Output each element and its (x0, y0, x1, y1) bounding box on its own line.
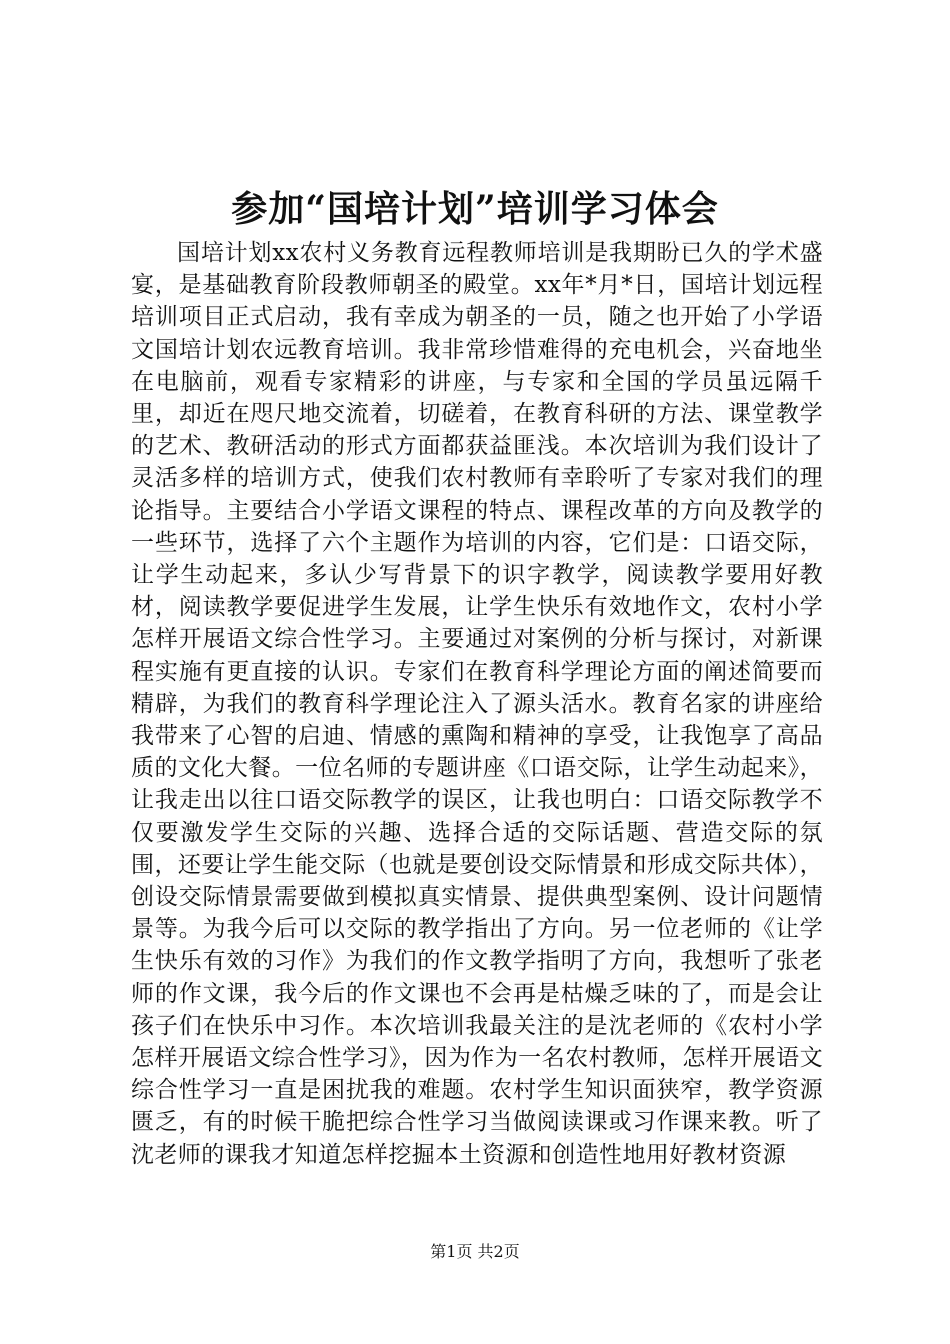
document-body-paragraph: 国培计划xx农村义务教育远程教师培训是我期盼已久的学术盛宴，是基础教育阶段教师朝圣的殿堂。xx年*月*日，国培计划远程培训项目正式启动，我有幸成为朝圣的一员，随之也开始了小学语文国培计划农远教育培训。我非常珍惜难得的充电机会，兴奋地坐在电脑前，观看专家精彩的讲座，与专家和全国的学员虽远隔千里，却近在咫尺地交流着，切磋着，在教育科研的方法、课堂教学的艺术、教研活动的形式方面都获益匪浅。本次培训为我们设计了灵活多样的培训方式，使我们农村教师有幸聆听了专家对我们的理论指导。主要结合小学语文课程的特点、课程改革的方向及教学的一些环节，选择了六个主题作为培训的内容，它们是：口语交际，让学生动起来，多认少写背景下的识字教学，阅读教学要用好教材，阅读教学要促进学生发展，让学生快乐有效地作文，农村小学怎样开展语文综合性学习。主要通过对案例的分析与探讨，对新课程实施有更直接的认识。专家们在教育科学理论方面的阐述简要而精辟，为我们的教育科学理论注入了源头活水。教育名家的讲座给我带来了心智的启迪、情感的熏陶和精神的享受，让我饱享了高品质的文化大餐。一位名师的专题讲座《口语交际，让学生动起来》，让我走出以往口语交际教学的误区，让我也明白：口语交际教学不仅要激发学生交际的兴趣、选择合适的交际话题、营造交际的氛围，还要让学生能交际（也就是要创设交际情景和形成交际共体），创设交际情景需要做到模拟真实情景、提供典型案例、设计问题情景等。为我今后可以交际的教学指出了方向。另一位老师的《让学生快乐有效的习作》为我们的作文教学指明了方向，我想听了张老师的作文课，我今后的作文课也不会再是枯燥乏味的了，而是会让孩子们在快乐中习作。本次培训我最关注的是沈老师的《农村小学怎样开展语文综合性学习》，因为作为一名农村教师，怎样开展语文综合性学习一直是困扰我的难题。农村学生知识面狭窄，教学资源匮乏，有的时候干脆把综合性学习当做阅读课或习作课来教。听了沈老师的课我才知道怎样挖掘本土资源和创造性地用好教材资源 (131, 240, 823, 1168)
document-title: 参加“国培计划”培训学习体会 (231, 188, 719, 230)
page-footer: 第1页 共2页 (430, 1242, 520, 1261)
